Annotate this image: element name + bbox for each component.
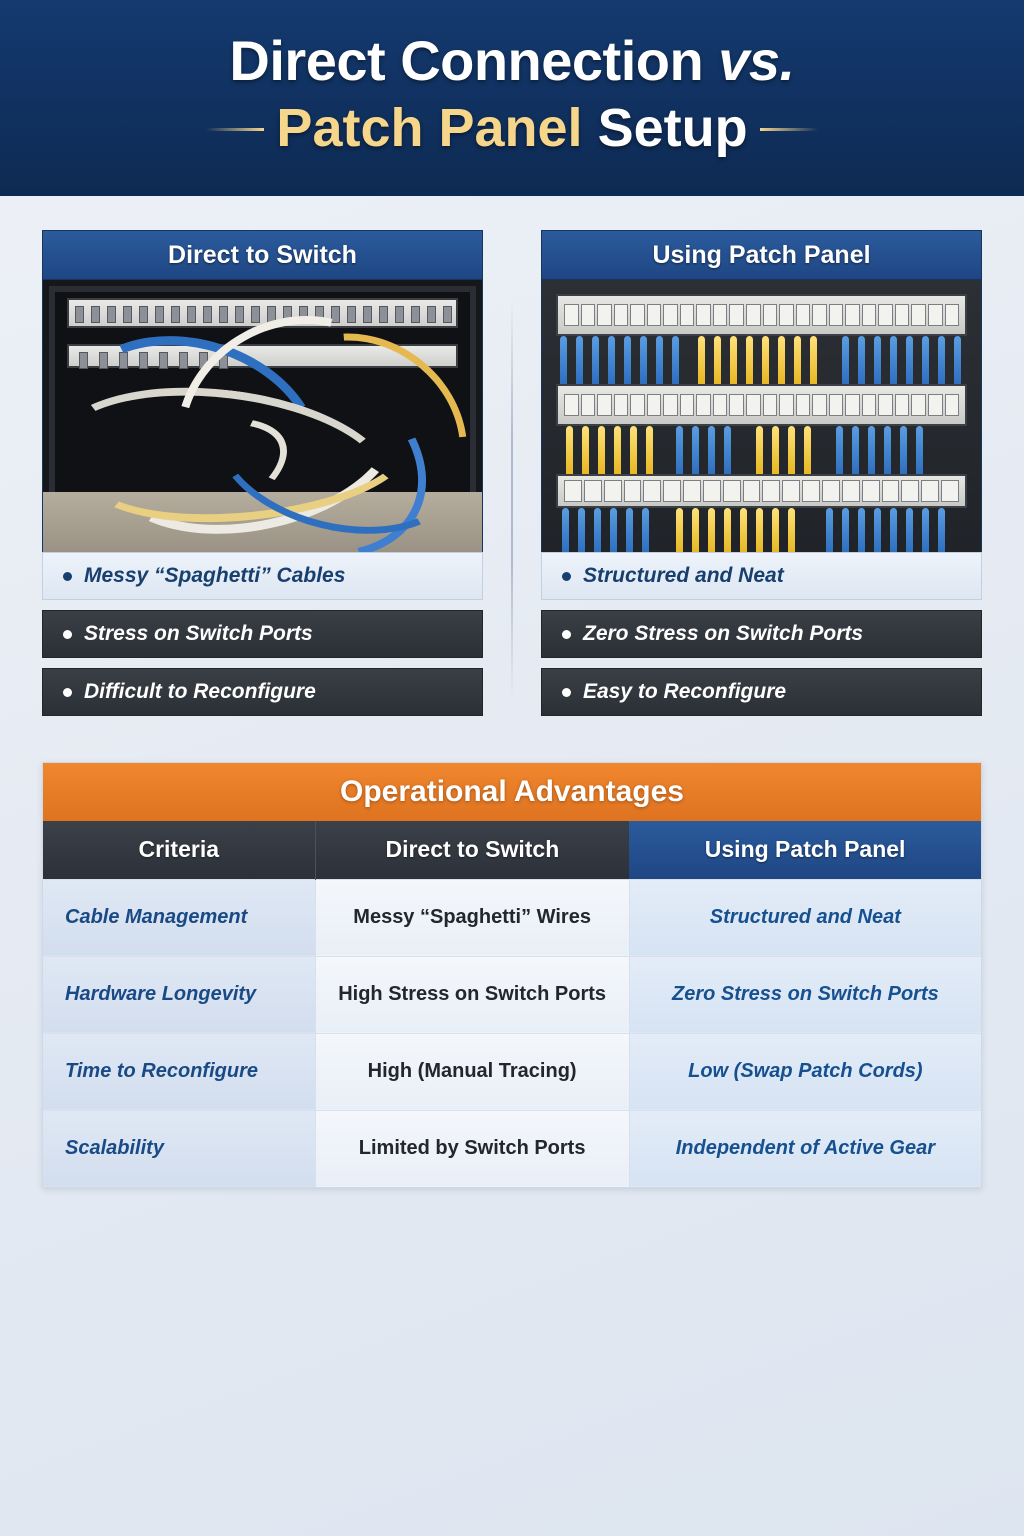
- page-header: [0, 0, 1024, 196]
- table-row: [43, 1033, 981, 1110]
- header-title-line-1: [0, 30, 1024, 93]
- patch-cord-bundle: [556, 508, 967, 552]
- operational-advantages-table: [42, 762, 982, 1188]
- bullet-dot-icon: [63, 688, 72, 697]
- bullet-direct-3: [42, 668, 483, 716]
- patch-cord-bundle: [556, 426, 967, 474]
- panel-patch-title: Using Patch Panel: [541, 230, 982, 280]
- table-row: [43, 1110, 981, 1187]
- table-cell-direct: High Stress on Switch Ports: [315, 956, 629, 1033]
- bullet-direct-1: [42, 552, 483, 600]
- table-cell-patch: Low (Swap Patch Cords): [629, 1033, 981, 1110]
- panel-divider: [511, 300, 513, 700]
- bullet-direct-2: [42, 610, 483, 658]
- bullet-dot-icon: [63, 572, 72, 581]
- bullet-dot-icon: [562, 572, 571, 581]
- table-cell-criteria: Hardware Longevity: [43, 956, 315, 1033]
- bullet-direct-3-label: Difficult to Reconfigure: [84, 680, 316, 703]
- header-title-line-2: [206, 99, 817, 158]
- bullet-patch-3-label: Easy to Reconfigure: [583, 680, 787, 703]
- header-rule-left-icon: [206, 128, 264, 131]
- bullet-direct-1-label: Messy “Spaghetti” Cables: [84, 564, 346, 587]
- bullet-patch-2-label: Zero Stress on Switch Ports: [583, 622, 864, 645]
- table-cell-direct: Limited by Switch Ports: [315, 1110, 629, 1187]
- patch-cord-bundle: [556, 336, 967, 384]
- patch-panel-row: [556, 294, 967, 336]
- header-title-main: Direct Connection: [229, 29, 704, 92]
- table-header-patch: Using Patch Panel: [629, 821, 981, 879]
- table-cell-direct: High (Manual Tracing): [315, 1033, 629, 1110]
- table-cell-criteria: Scalability: [43, 1110, 315, 1187]
- bullet-patch-3: [541, 668, 982, 716]
- bullet-patch-1-label: Structured and Neat: [583, 564, 784, 587]
- table-cell-criteria: Cable Management: [43, 879, 315, 956]
- table-title: Operational Advantages: [43, 763, 981, 821]
- header-title-accent: Patch Panel: [276, 97, 583, 158]
- table-cell-direct: Messy “Spaghetti” Wires: [315, 879, 629, 956]
- table-row: [43, 879, 981, 956]
- table-header-direct: Direct to Switch: [315, 821, 629, 879]
- table-cell-criteria: Time to Reconfigure: [43, 1033, 315, 1110]
- bullet-dot-icon: [562, 688, 571, 697]
- table-row: [43, 956, 981, 1033]
- table-cell-patch: Structured and Neat: [629, 879, 981, 956]
- bullet-direct-2-label: Stress on Switch Ports: [84, 622, 313, 645]
- patch-panel-row: [556, 384, 967, 426]
- table-header-criteria: Criteria: [43, 821, 315, 879]
- header-title-vs: vs.: [718, 29, 795, 92]
- bullet-dot-icon: [562, 630, 571, 639]
- table-cell-patch: Zero Stress on Switch Ports: [629, 956, 981, 1033]
- patch-panel-row: [556, 474, 967, 508]
- panel-direct-to-switch: [42, 230, 483, 716]
- bullet-dot-icon: [63, 630, 72, 639]
- header-title-suffix: Setup: [597, 97, 748, 158]
- bullet-patch-1: [541, 552, 982, 600]
- header-rule-right-icon: [760, 128, 818, 131]
- comparison-table: [43, 821, 981, 1187]
- table-header-row: [43, 821, 981, 879]
- panel-using-patch-panel: [541, 230, 982, 716]
- organized-patch-panel-photo: [541, 280, 982, 552]
- messy-cable-rack-photo: [42, 280, 483, 552]
- bullet-patch-2: [541, 610, 982, 658]
- panel-direct-title: Direct to Switch: [42, 230, 483, 280]
- table-cell-patch: Independent of Active Gear: [629, 1110, 981, 1187]
